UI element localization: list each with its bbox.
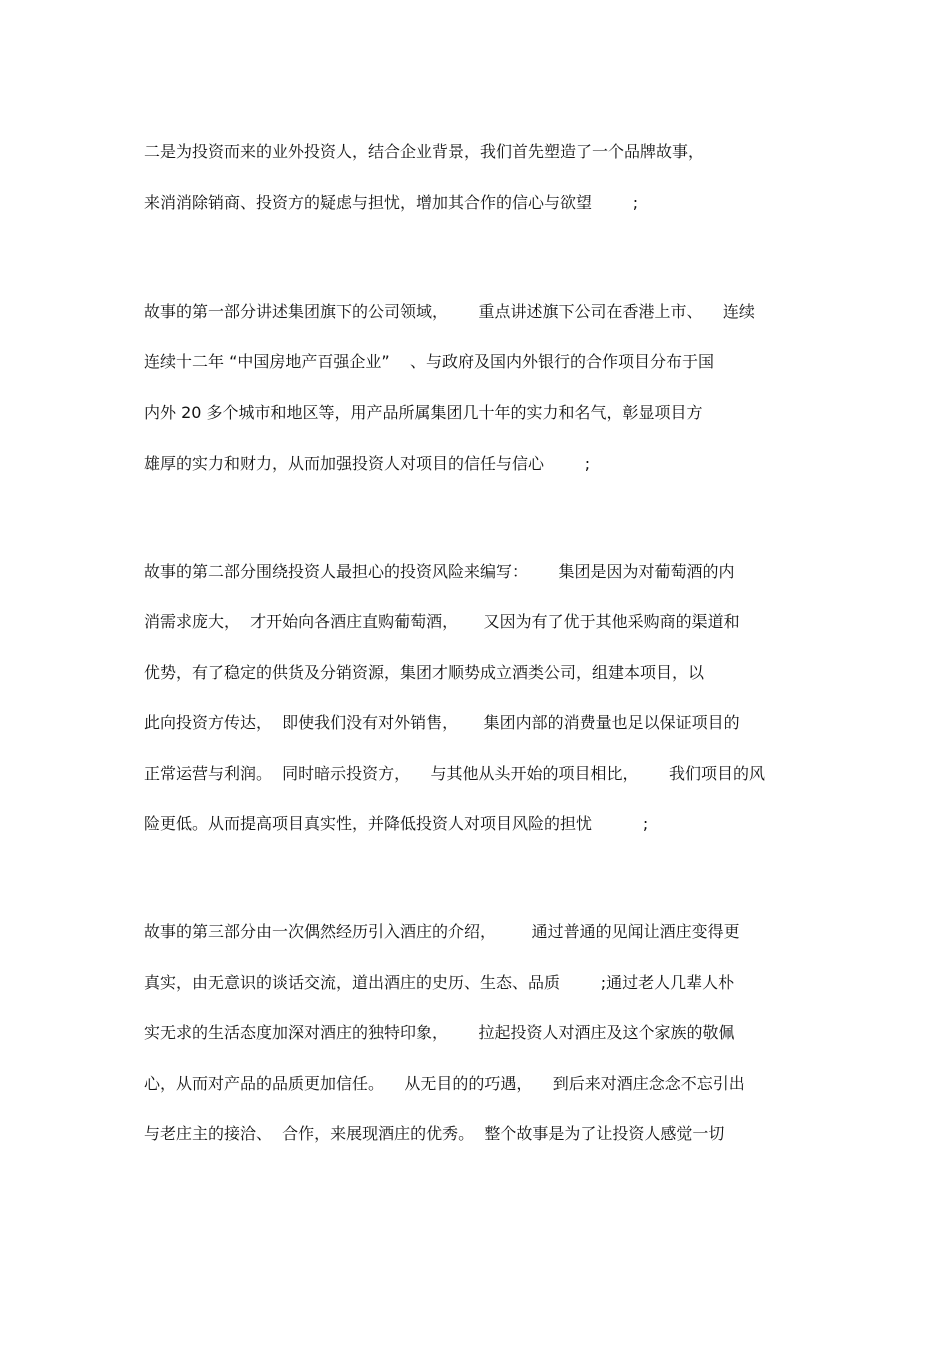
paragraph-4-line-4: 心，从而对产品的品质更加信任。 从无目的的巧遇， 到后来对酒庄念念不忘引出 xyxy=(144,1074,745,1093)
paragraph-3-line-3: 优势，有了稳定的供货及分销资源，集团才顺势成立酒类公司，组建本项目，以 xyxy=(144,663,705,682)
paragraph-3-line-2: 消需求庞大， 才开始向各酒庄直购葡萄酒， 又因为有了优于其他采购商的渠道和 xyxy=(144,612,740,631)
paragraph-1-line-2: 来消消除销商、投资方的疑虑与担忧，增加其合作的信心与欲望 ; xyxy=(144,193,639,212)
paragraph-4-line-3: 实无求的生活态度加深对酒庄的独特印象， 拉起投资人对酒庄及这个家族的敬佩 xyxy=(144,1023,735,1042)
paragraph-2-line-2: 连续十二年 “中国房地产百强企业” 、与政府及国内外银行的合作项目分布于国 xyxy=(144,352,715,371)
paragraph-3-line-5: 正常运营与利润。 同时暗示投资方， 与其他从头开始的项目相比， 我们项目的风 xyxy=(144,764,766,783)
paragraph-2-line-3: 内外 20 多个城市和地区等，用产品所属集团几十年的实力和名气，彰显项目方 xyxy=(144,403,703,422)
paragraph-3-line-6: 险更低。从而提高项目真实性，并降低投资人对项目风险的担忧 ; xyxy=(144,814,649,833)
paragraph-3-line-1: 故事的第二部分围绕投资人最担心的投资风险来编写： 集团是因为对葡萄酒的内 xyxy=(144,562,735,581)
paragraph-4-line-1: 故事的第三部分由一次偶然经历引入酒庄的介绍， 通过普通的见闻让酒庄变得更 xyxy=(144,922,740,941)
paragraph-2-line-4: 雄厚的实力和财力，从而加强投资人对项目的信任与信心 ; xyxy=(144,454,591,473)
paragraph-1-line-1: 二是为投资而来的业外投资人，结合企业背景，我们首先塑造了一个品牌故事， xyxy=(144,142,705,161)
paragraph-4-line-5: 与老庄主的接洽、 合作，来展现酒庄的优秀。 整个故事是为了让投资人感觉一切 xyxy=(144,1124,725,1143)
paragraph-4-line-2: 真实，由无意识的谈话交流，道出酒庄的史历、生态、品质 ;通过老人几辈人朴 xyxy=(144,973,735,992)
paragraph-3-line-4: 此向投资方传达， 即使我们没有对外销售， 集团内部的消费量也足以保证项目的 xyxy=(144,713,740,732)
paragraph-2-line-1: 故事的第一部分讲述集团旗下的公司领域， 重点讲述旗下公司在香港上市、 连续 xyxy=(144,302,755,321)
